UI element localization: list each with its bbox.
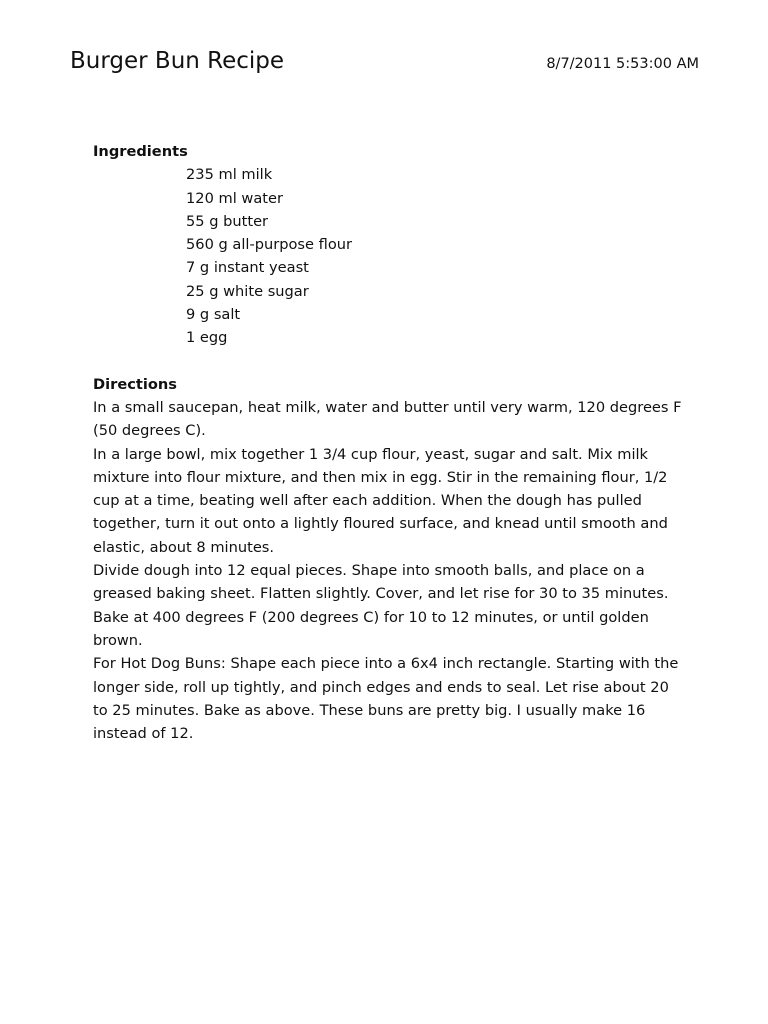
direction-paragraph: Divide dough into 12 equal pieces. Shape into smooth balls, and place on a greased baking sheet. Flatten slightly. Cover, and let rise for 30 to 35 minutes.: [93, 562, 669, 603]
ingredient-item: 1 egg: [186, 329, 228, 347]
direction-paragraph: For Hot Dog Buns: Shape each piece into a 6x4 inch rectangle. Starting with the longer side, roll up tightly, and pinch edges and ends to seal. Let rise about 20 to 25 minutes. Bake as above. These buns are pretty big. I usually make 16 instead of 12.: [93, 655, 679, 743]
ingredient-item: 120 ml water: [186, 189, 283, 207]
page-date: 8/7/2011 5:53:00 AM: [546, 56, 699, 72]
page-title: Burger Bun Recipe: [70, 48, 285, 74]
ingredient-item: 7 g instant yeast: [186, 259, 309, 277]
ingredient-item: 25 g white sugar: [186, 282, 309, 300]
ingredient-item: 55 g butter: [186, 212, 269, 230]
ingredient-item: 235 ml milk: [186, 166, 273, 184]
direction-paragraph: In a large bowl, mix together 1 3/4 cup flour, yeast, sugar and salt. Mix milk mixture into flour mixture, and then mix in egg. Stir in the remaining flour, 1/2 cup at a time, beating well after each addition. When the dough has pulled together, turn it out onto a lightly floured surface, and knead until smooth and elastic, about 8 minutes.: [93, 445, 668, 556]
direction-paragraph: In a small saucepan, heat milk, water and butter until very warm, 120 degrees F (50 degrees C).: [93, 398, 682, 440]
recipe-body: [93, 140, 683, 745]
ingredients-list: [93, 163, 683, 349]
directions-heading: Directions: [93, 375, 177, 393]
ingredient-item: 560 g all-purpose flour: [186, 236, 353, 254]
ingredients-heading: Ingredients: [93, 143, 188, 160]
direction-paragraph: Bake at 400 degrees F (200 degrees C) for 10 to 12 minutes, or until golden brown.: [93, 608, 649, 649]
ingredient-item: 9 g salt: [186, 306, 241, 324]
